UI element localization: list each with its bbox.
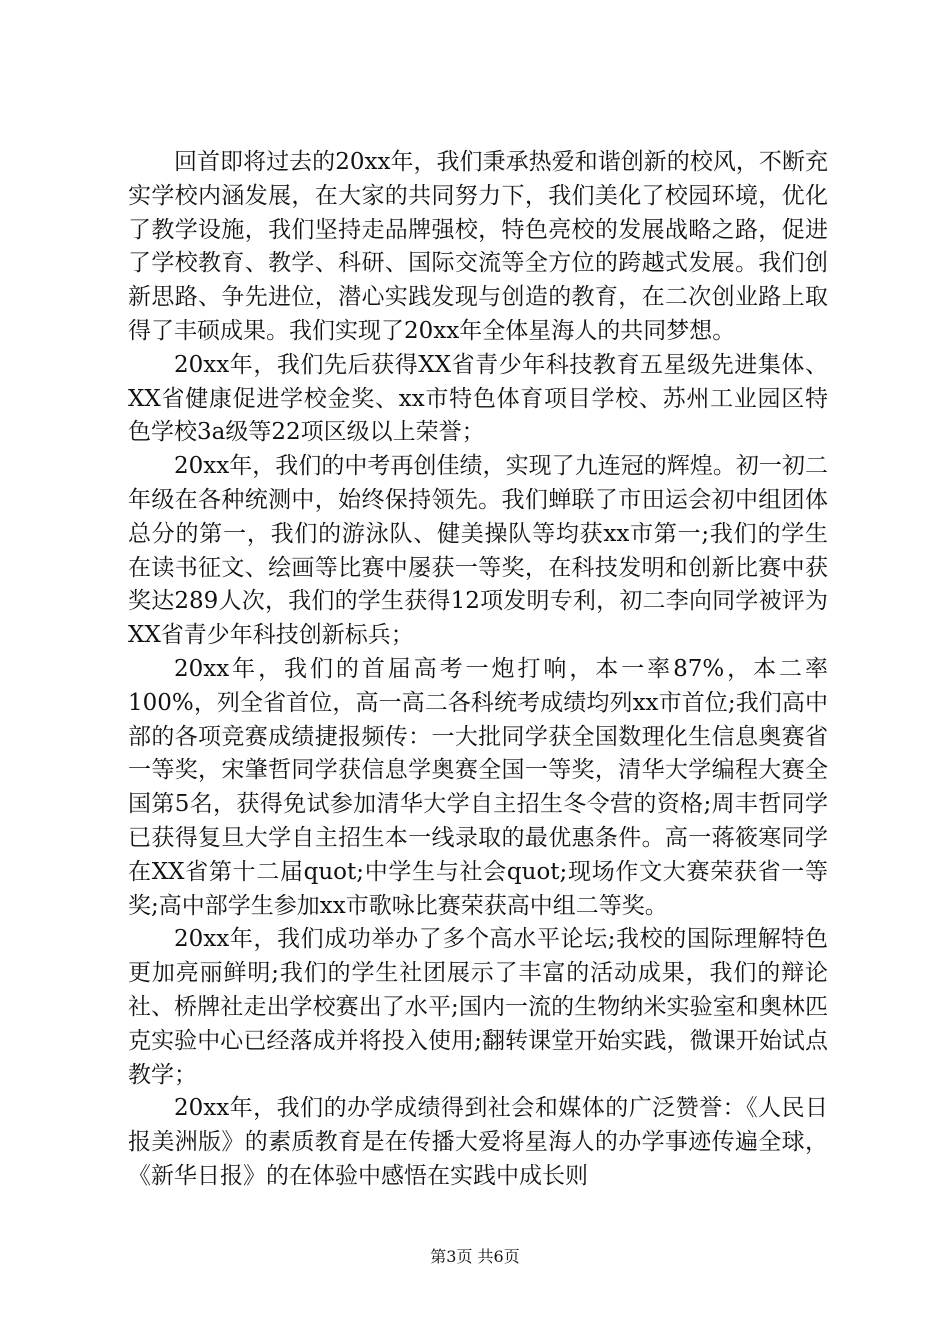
paragraph-media: 20xx年，我们的办学成绩得到社会和媒体的广泛赞誉：《人民日报美洲版》的素质教育是在传播大爱将星海人的办学事迹传遍全球，《新华日报》的在体验中感悟在实践中成长则 bbox=[128, 1095, 828, 1189]
page-number-footer: 第3页 共6页 bbox=[430, 1247, 520, 1266]
paragraph-forums: 20xx年，我们成功举办了多个高水平论坛;我校的国际理解特色更加亮丽鲜明;我们的学生社团展示了丰富的活动成果，我们的辩论社、桥牌社走出学校赛出了水平;国内一流的生物纳米实验室和奥林匹克实验中心已经落成并将投入使用;翻转课堂开始实践，微课开始试点教学； bbox=[128, 926, 828, 1088]
document-body bbox=[128, 146, 828, 1194]
paragraph-honors: 20xx年，我们先后获得XX省青少年科技教育五星级先进集体、XX省健康促进学校金奖、xx市特色体育项目学校、苏州工业园区特色学校3a级等22项区级以上荣誉； bbox=[128, 351, 828, 446]
paragraph-review: 回首即将过去的20xx年，我们秉承热爱和谐创新的校风，不断充实学校内涵发展，在大家的共同努力下，我们美化了校园环境，优化了教学设施，我们坚持走品牌强校，特色亮校的发展战略之路，促进了学校教育、教学、科研、国际交流等全方位的跨越式发展。我们创新思路、争先进位，潜心实践发现与创造的教育，在二次创业路上取得了丰硕成果。我们实现了20xx年全体星海人的共同梦想。 bbox=[128, 149, 828, 344]
paragraph-high-school: 20xx年，我们的首届高考一炮打响，本一率87%，本二率100%，列全省首位，高一高二各科统考成绩均列xx市首位;我们高中部的各项竞赛成绩捷报频传：一大批同学获全国数理化生信息奥赛省一等奖，宋肇哲同学获信息学奥赛全国一等奖，清华大学编程大赛全国第5名，获得免试参加清华大学自主招生冬令营的资格;周丰哲同学已获得复旦大学自主招生本一线录取的最优惠条件。高一蒋筱寒同学在XX省第十二届quot;中学生与社会quot;现场作文大赛荣获省一等奖;高中部学生参加xx市歌咏比赛荣获高中组二等奖。 bbox=[128, 655, 828, 919]
paragraph-middle-school: 20xx年，我们的中考再创佳绩，实现了九连冠的辉煌。初一初二年级在各种统测中，始终保持领先。我们蝉联了市田运会初中组团体总分的第一，我们的游泳队、健美操队等均获xx市第一;我们的学生在读书征文、绘画等比赛中屡获一等奖，在科技发明和创新比赛中获奖达289人次，我们的学生获得12项发明专利，初二李向同学被评为XX省青少年科技创新标兵； bbox=[128, 453, 828, 649]
